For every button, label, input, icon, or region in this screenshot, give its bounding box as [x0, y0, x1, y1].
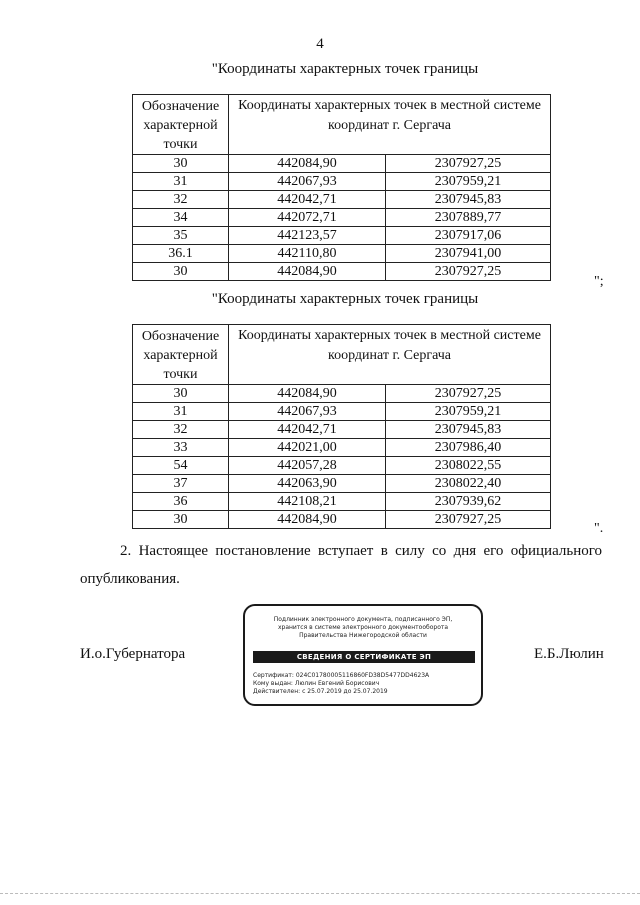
point-number-cell: 31 [133, 173, 229, 191]
column-header-point: Обозначение характерной точки [133, 95, 229, 155]
point-number-cell: 34 [133, 209, 229, 227]
stamp-certificate-number: Сертификат: 024C01780005116860FD38D5477DD4623A [253, 672, 430, 679]
table-row [133, 475, 551, 493]
x-coordinate-cell: 442084,90 [229, 263, 386, 281]
table-row [133, 191, 551, 209]
x-coordinate-cell: 442123,57 [229, 227, 386, 245]
y-coordinate-cell: 2308022,40 [386, 475, 551, 493]
point-number-cell: 30 [133, 511, 229, 529]
table-row [133, 245, 551, 263]
stamp-text-line: хранится в системе электронного документооборота [277, 624, 449, 631]
y-coordinate-cell: 2307959,21 [386, 403, 551, 421]
table-heading: "Координаты характерных точек границы [211, 291, 479, 307]
signatory-position: И.о.Губернатора [80, 646, 186, 662]
x-coordinate-cell: 442067,93 [229, 403, 386, 421]
x-coordinate-cell: 442084,90 [229, 155, 386, 173]
y-coordinate-cell: 2307927,25 [386, 263, 551, 281]
point-number-cell: 54 [133, 457, 229, 475]
point-number-cell: 30 [133, 385, 229, 403]
stamp-text-line: Подлинник электронного документа, подписанного ЭП, [273, 616, 453, 623]
y-coordinate-cell: 2307927,25 [386, 385, 551, 403]
table-row [133, 263, 551, 281]
x-coordinate-cell: 442110,80 [229, 245, 386, 263]
point-number-cell: 36 [133, 493, 229, 511]
signatory-name: Е.Б.Люлин [534, 646, 604, 662]
column-header-point: Обозначение характерной точки [133, 325, 229, 385]
column-header-coordinates: Координаты характерных точек в местной системе координат г. Сергача [229, 95, 551, 155]
x-coordinate-cell: 442072,71 [229, 209, 386, 227]
y-coordinate-cell: 2307941,00 [386, 245, 551, 263]
stamp-text-line: Правительства Нижегородской области [299, 632, 427, 639]
table-row [133, 385, 551, 403]
closing-quote: "; [594, 274, 604, 289]
y-coordinate-cell: 2307939,62 [386, 493, 551, 511]
coordinates-table [132, 324, 551, 529]
point-number-cell: 30 [133, 155, 229, 173]
effective-date-paragraph: 2. Настоящее постановление вступает в силу со дня его официального опубликования. [80, 543, 602, 587]
point-number-cell: 35 [133, 227, 229, 245]
y-coordinate-cell: 2308022,55 [386, 457, 551, 475]
point-number-cell: 31 [133, 403, 229, 421]
y-coordinate-cell: 2307917,06 [386, 227, 551, 245]
point-number-cell: 33 [133, 439, 229, 457]
y-coordinate-cell: 2307927,25 [386, 155, 551, 173]
y-coordinate-cell: 2307959,21 [386, 173, 551, 191]
column-header-coordinates: Координаты характерных точек в местной системе координат г. Сергача [229, 325, 551, 385]
x-coordinate-cell: 442084,90 [229, 511, 386, 529]
x-coordinate-cell: 442057,28 [229, 457, 386, 475]
table-row [133, 439, 551, 457]
table-row [133, 209, 551, 227]
point-number-cell: 32 [133, 421, 229, 439]
y-coordinate-cell: 2307945,83 [386, 191, 551, 209]
electronic-signature-stamp [243, 604, 483, 706]
x-coordinate-cell: 442042,71 [229, 421, 386, 439]
point-number-cell: 36.1 [133, 245, 229, 263]
table-row [133, 173, 551, 191]
point-number-cell: 32 [133, 191, 229, 209]
y-coordinate-cell: 2307945,83 [386, 421, 551, 439]
x-coordinate-cell: 442021,00 [229, 439, 386, 457]
point-number-cell: 37 [133, 475, 229, 493]
y-coordinate-cell: 2307927,25 [386, 511, 551, 529]
page-bottom-rule [0, 893, 640, 894]
stamp-issued-to: Кому выдан: Люлин Евгений Борисович [253, 680, 380, 687]
x-coordinate-cell: 442067,93 [229, 173, 386, 191]
table-row [133, 227, 551, 245]
table-heading: "Координаты характерных точек границы [211, 61, 479, 77]
closing-quote: ". [594, 521, 604, 536]
table-row [133, 511, 551, 529]
x-coordinate-cell: 442108,21 [229, 493, 386, 511]
table-row [133, 493, 551, 511]
x-coordinate-cell: 442084,90 [229, 385, 386, 403]
table-row [133, 403, 551, 421]
stamp-certificate-band: СВЕДЕНИЯ О СЕРТИФИКАТЕ ЭП [253, 651, 475, 663]
y-coordinate-cell: 2307889,77 [386, 209, 551, 227]
point-number-cell: 30 [133, 263, 229, 281]
page-number: 4 [316, 36, 324, 52]
stamp-validity: Действителен: с 25.07.2019 до 25.07.2019 [253, 688, 388, 695]
y-coordinate-cell: 2307986,40 [386, 439, 551, 457]
coordinates-table [132, 94, 551, 281]
table-row [133, 155, 551, 173]
x-coordinate-cell: 442063,90 [229, 475, 386, 493]
x-coordinate-cell: 442042,71 [229, 191, 386, 209]
table-row [133, 421, 551, 439]
table-row [133, 457, 551, 475]
